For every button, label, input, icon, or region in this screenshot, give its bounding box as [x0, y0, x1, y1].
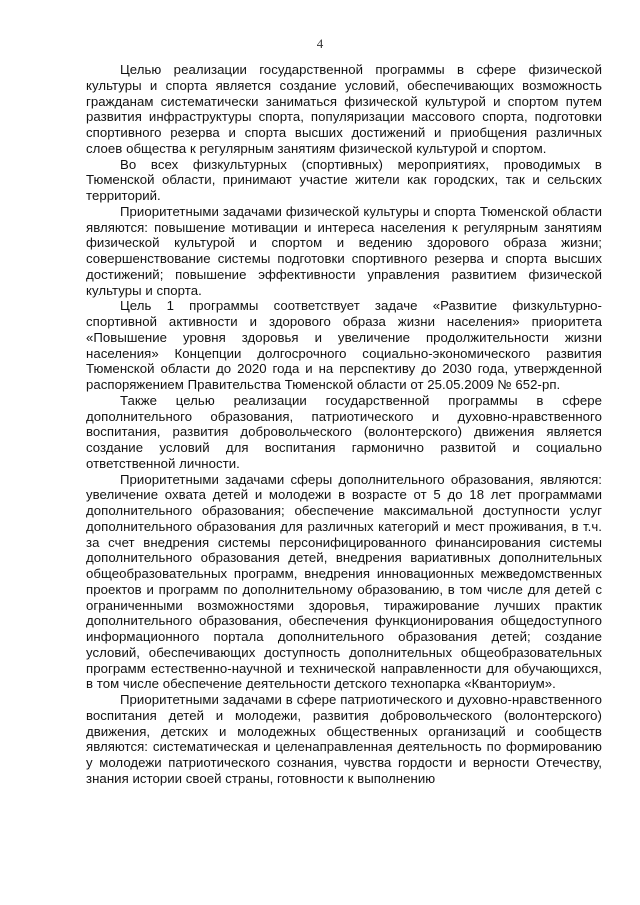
paragraph-goal-education: Также целью реализации государственной программы в сфере дополнительного образования, патриотического и духовно-нравственного воспитания, развития добровольческого (волонтерского) движения является создание условий для воспитания гармонично развитой и социально ответственной личности.	[86, 392, 602, 471]
paragraph-education-priorities: Приоритетными задачами сферы дополнительного образования, являются: увеличение охвата детей и молодежи в возрасте от 5 до 18 лет программами дополнительного образования; обеспечение максимальной доступности услуг дополнительного образования для различных категорий и мест проживания, в т.ч. за счет внедрения системы персонифицированного финансирования системы дополнительного образования детей, внедрения вариативных дополнительных общеобразовательных программ, внедрения инновационных межведомственных проектов и программ по дополнительному образованию, в том числе для детей с ограниченными возможностями здоровья, тиражирование лучших практик дополнительного образования, обеспечения функционирования общедоступного информационного портала дополнительного образования детей; создание условий, обеспечивающих доступность дополнительных общеобразовательных программ естественно-научной и технической направленности для обучающихся, в том числе обеспечение деятельности детского технопарка «Кванториум».	[86, 471, 602, 692]
paragraph-goal-1: Цель 1 программы соответствует задаче «Развитие физкультурно-спортивной активности и здорового образа жизни населения» приоритета «Повышение уровня здоровья и увеличение продолжительности жизни населения» Концепции долгосрочного социально-экономического развития Тюменской области до 2020 года и на перспективу до 2030 года, утвержденной распоряжением Правительства Тюменской области от 25.05.2009 № 652-рп.	[86, 298, 602, 392]
paragraph-patriotic-priorities: Приоритетными задачами в сфере патриотического и духовно-нравственного воспитания детей и молодежи, развития добровольческого (волонтерского) движения, детских и молодежных общественных организаций и сообществ являются: систематическая и целенаправленная деятельность по формированию у молодежи патриотического сознания, чувства гордости и верности Отечеству, знания истории своей страны, готовности к выполнению	[86, 692, 602, 786]
paragraph-goal-sport: Целью реализации государственной программы в сфере физической культуры и спорта является создание условий, обеспечивающих возможность гражданам систематически заниматься физической культурой и спортом путем развития инфраструктуры спорта, популяризации массового спорта, подготовки спортивного резерва и спорта высших достижений и приобщения различных слоев общества к регулярным занятиям физической культурой и спортом.	[86, 62, 602, 156]
page-number: 4	[316, 36, 324, 51]
paragraph-participation: Во всех физкультурных (спортивных) мероприятиях, проводимых в Тюменской области, принимают участие жители как городских, так и сельских территорий.	[86, 156, 602, 203]
paragraph-sport-priorities: Приоритетными задачами физической культуры и спорта Тюменской области являются: повышение мотивации и интереса населения к регулярным занятиям физической культурой и спортом и ведению здорового образа жизни; совершенствование системы подготовки спортивного резерва и спорта высших достижений; повышение эффективности управления развитием физической культуры и спорта.	[86, 203, 602, 298]
document-body	[86, 62, 602, 787]
